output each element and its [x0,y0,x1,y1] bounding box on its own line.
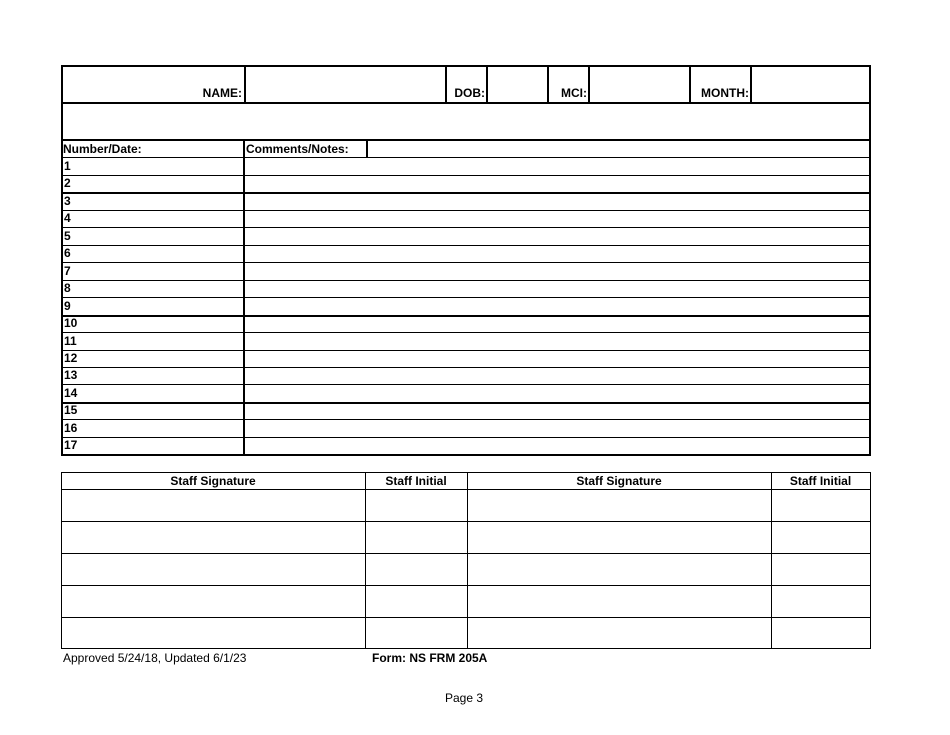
staff-initial-field[interactable] [771,489,871,521]
staff-signature-field[interactable] [61,553,365,585]
staff-initial-field[interactable] [365,585,467,617]
comment-field[interactable] [246,367,868,384]
row-number: 13 [64,368,78,383]
staff-initial-field[interactable] [365,553,467,585]
divider [467,472,468,489]
staff-signature-field[interactable] [467,553,771,585]
staff-initial-field[interactable] [771,553,871,585]
row-number: 2 [64,176,71,191]
comment-field[interactable] [246,175,868,192]
approved-text: Approved 5/24/18, Updated 6/1/23 [63,651,247,665]
staff-signature-field[interactable] [467,585,771,617]
row-number: 3 [64,193,71,208]
staff-signature-field[interactable] [467,521,771,553]
row-number: 17 [64,438,78,453]
staff-signature-field[interactable] [61,521,365,553]
staff-initial-field[interactable] [365,521,467,553]
comments-header: Comments/Notes: [246,142,349,156]
staff-signature-header: Staff Signature [170,474,256,488]
mci-field[interactable] [590,67,689,102]
comment-field[interactable] [246,228,868,245]
row-number: 6 [64,246,71,261]
staff-initial-header: Staff Initial [789,474,852,488]
row-number: 8 [64,281,71,296]
number-date-header: Number/Date: [63,142,142,156]
row-number: 10 [64,316,78,331]
staff-initial-field[interactable] [771,617,871,649]
staff-signature-header: Staff Signature [576,474,662,488]
name-label: NAME: [202,86,242,100]
comment-field[interactable] [246,280,868,297]
staff-initial-field[interactable] [365,489,467,521]
comment-field[interactable] [246,420,868,437]
page-number: Page 3 [445,691,484,705]
comment-field[interactable] [246,245,868,262]
comment-field[interactable] [246,263,868,280]
staff-initial-header: Staff Initial [385,474,447,488]
divider [366,140,368,158]
comment-field[interactable] [246,315,868,332]
staff-initial-field[interactable] [365,617,467,649]
row-number: 14 [64,385,78,400]
staff-initial-field[interactable] [771,521,871,553]
row-number: 4 [64,211,71,226]
staff-signature-field[interactable] [61,489,365,521]
staff-initial-field[interactable] [771,585,871,617]
row-number: 5 [64,228,71,243]
month-label: MONTH: [701,86,749,100]
comment-field[interactable] [246,402,868,419]
blank-row[interactable] [63,104,869,139]
staff-signature-field[interactable] [61,585,365,617]
row-number: 9 [64,298,71,313]
comment-field[interactable] [246,437,868,454]
row-number: 1 [64,159,71,173]
month-field[interactable] [752,67,869,102]
row-number: 11 [64,333,77,348]
name-field[interactable] [246,67,445,102]
staff-signature-field[interactable] [467,617,771,649]
dob-label: DOB: [454,86,485,100]
divider [365,472,366,489]
form-number: Form: NS FRM 205A [372,651,488,665]
row-number: 7 [64,263,71,278]
mci-label: MCI: [561,86,587,100]
divider [61,139,871,141]
comment-field[interactable] [246,350,868,367]
staff-signature-field[interactable] [467,489,771,521]
comment-field[interactable] [246,298,868,315]
comment-field[interactable] [246,210,868,227]
staff-signature-field[interactable] [61,617,365,649]
dob-field[interactable] [488,67,547,102]
row-number: 16 [64,420,78,435]
comment-field[interactable] [246,158,868,175]
divider [771,472,772,489]
comment-field[interactable] [246,193,868,210]
comment-field[interactable] [246,385,868,402]
row-number: 15 [64,403,78,418]
row-number: 12 [64,350,78,365]
comment-field[interactable] [246,333,868,350]
